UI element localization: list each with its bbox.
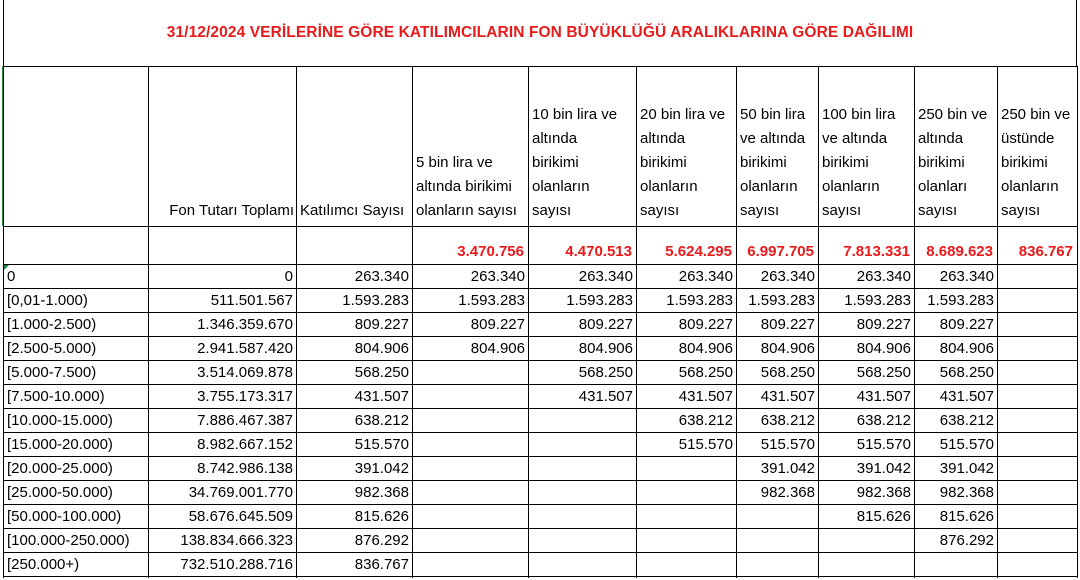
table-cell[interactable]: 804.906	[939, 340, 994, 357]
table-cell[interactable]: 568.250	[760, 364, 815, 381]
column-header[interactable]: 5 bin lira ve altında birikimi olanların sayısı	[416, 154, 517, 219]
table-cell[interactable]: 8.982.667.152	[197, 436, 293, 453]
column-header[interactable]: 100 bin lira ve altında birikimi olanların sayısı	[822, 106, 896, 219]
row-border	[3, 226, 1078, 227]
table-cell[interactable]: 982.368	[760, 484, 815, 501]
column-border	[636, 66, 637, 578]
table-cell[interactable]: 638.212	[856, 412, 911, 429]
range-label-cell[interactable]: [2.500-5.000)	[7, 340, 97, 357]
table-cell[interactable]: 138.834.666.323	[180, 532, 293, 549]
table-cell[interactable]: 982.368	[856, 484, 911, 501]
table-cell[interactable]: 638.212	[354, 412, 409, 429]
total-value[interactable]: 836.767	[1018, 243, 1073, 260]
table-cell[interactable]: 263.340	[856, 268, 911, 285]
table-cell[interactable]: 8.742.986.138	[197, 460, 293, 477]
column-border	[528, 66, 529, 578]
column-border	[148, 66, 149, 578]
table-cell[interactable]: 431.507	[578, 388, 633, 405]
table-cell[interactable]: 1.593.283	[748, 292, 815, 309]
table-cell[interactable]: 58.676.645.509	[188, 508, 293, 525]
table-cell[interactable]: 568.250	[578, 364, 633, 381]
table-cell[interactable]: 809.227	[354, 316, 409, 333]
table-cell[interactable]: 804.906	[678, 340, 733, 357]
table-cell[interactable]: 809.227	[939, 316, 994, 333]
table-cell[interactable]: 568.250	[678, 364, 733, 381]
table-cell[interactable]: 836.767	[354, 556, 409, 573]
table-cell[interactable]: 391.042	[939, 460, 994, 477]
total-value[interactable]: 5.624.295	[665, 243, 732, 260]
total-value[interactable]: 8.689.623	[926, 243, 993, 260]
table-cell[interactable]: 804.906	[470, 340, 525, 357]
table-cell[interactable]: 982.368	[354, 484, 409, 501]
column-border	[1077, 66, 1078, 578]
table-cell[interactable]: 391.042	[856, 460, 911, 477]
table-cell[interactable]: 1.593.283	[844, 292, 911, 309]
range-label-cell[interactable]: [50.000-100.000)	[7, 508, 122, 525]
table-cell[interactable]: 1.593.283	[666, 292, 733, 309]
table-cell[interactable]: 263.340	[678, 268, 733, 285]
table-cell[interactable]: 1.593.283	[566, 292, 633, 309]
table-cell[interactable]: 809.227	[678, 316, 733, 333]
column-header[interactable]: Katılımcı Sayısı	[300, 202, 405, 219]
table-cell[interactable]: 431.507	[354, 388, 409, 405]
table-cell[interactable]: 3.755.173.317	[197, 388, 293, 405]
column-header[interactable]: 50 bin lira ve altında birikimi olanların sayısı	[740, 106, 806, 219]
table-cell[interactable]: 1.593.283	[927, 292, 994, 309]
table-cell[interactable]: 809.227	[578, 316, 633, 333]
table-cell[interactable]: 391.042	[760, 460, 815, 477]
range-label-cell[interactable]: [100.000-250.000)	[7, 532, 130, 549]
table-cell[interactable]: 638.212	[678, 412, 733, 429]
column-border	[3, 66, 4, 578]
column-border	[296, 66, 297, 578]
table-cell[interactable]: 982.368	[939, 484, 994, 501]
table-cell[interactable]: 804.906	[354, 340, 409, 357]
table-cell[interactable]: 7.886.467.387	[197, 412, 293, 429]
column-border	[412, 66, 413, 578]
table-cell[interactable]: 732.510.288.716	[180, 556, 293, 573]
table-cell[interactable]: 515.570	[939, 436, 994, 453]
table-cell[interactable]: 809.227	[760, 316, 815, 333]
table-cell[interactable]: 431.507	[939, 388, 994, 405]
range-label-cell[interactable]: [7.500-10.000)	[7, 388, 105, 405]
table-cell[interactable]: 876.292	[939, 532, 994, 549]
column-header[interactable]: Fon Tutarı Toplamı	[169, 202, 294, 219]
table-cell[interactable]: 511.501.567	[210, 292, 293, 309]
column-border	[914, 66, 915, 578]
row-border	[3, 66, 1078, 67]
range-label-cell[interactable]: [20.000-25.000)	[7, 460, 113, 477]
table-cell[interactable]: 1.593.283	[342, 292, 409, 309]
table-cell[interactable]: 568.250	[856, 364, 911, 381]
total-value[interactable]: 3.470.756	[457, 243, 524, 260]
table-cell[interactable]: 809.227	[470, 316, 525, 333]
total-value[interactable]: 7.813.331	[843, 243, 910, 260]
table-cell[interactable]: 568.250	[354, 364, 409, 381]
table-cell[interactable]: 263.340	[354, 268, 409, 285]
range-label-cell[interactable]: [5.000-7.500)	[7, 364, 97, 381]
table-cell[interactable]: 263.340	[470, 268, 525, 285]
range-label-cell[interactable]: [1.000-2.500)	[7, 316, 97, 333]
table-cell[interactable]: 638.212	[939, 412, 994, 429]
table-cell[interactable]: 638.212	[760, 412, 815, 429]
table-cell[interactable]: 431.507	[678, 388, 733, 405]
page-title: 31/12/2024 VERİLERİNE GÖRE KATILIMCILARIN FON BÜYÜKLÜĞÜ ARALIKLARINA GÖRE DAĞILIMI	[166, 24, 914, 41]
column-header[interactable]: 10 bin lira ve altında birikimi olanların sayısı	[532, 106, 618, 219]
total-value[interactable]: 4.470.513	[565, 243, 632, 260]
column-header[interactable]: 250 bin ve altında birikimi olanları sayısı	[918, 106, 988, 219]
table-cell[interactable]: 0	[284, 268, 293, 285]
range-label-cell[interactable]: 0	[7, 268, 16, 285]
range-label-cell[interactable]: [15.000-20.000)	[7, 436, 113, 453]
table-cell[interactable]: 815.626	[939, 508, 994, 525]
table-cell[interactable]: 431.507	[760, 388, 815, 405]
title-cell[interactable]	[3, 0, 1077, 66]
table-cell[interactable]: 263.340	[939, 268, 994, 285]
table-cell[interactable]: 804.906	[578, 340, 633, 357]
table-cell[interactable]: 876.292	[354, 532, 409, 549]
table-cell[interactable]: 804.906	[760, 340, 815, 357]
table-cell[interactable]: 3.514.069.878	[197, 364, 293, 381]
column-border	[736, 66, 737, 578]
column-header[interactable]: 250 bin ve üstünde birikimi olanların sayısı	[1001, 106, 1071, 219]
table-cell[interactable]: 815.626	[856, 508, 911, 525]
table-cell[interactable]: 515.570	[354, 436, 409, 453]
total-value[interactable]: 6.997.705	[747, 243, 814, 260]
table-cell[interactable]: 431.507	[856, 388, 911, 405]
table-cell[interactable]: 391.042	[354, 460, 409, 477]
column-border	[997, 66, 998, 578]
table-cell[interactable]: 809.227	[856, 316, 911, 333]
table-cell[interactable]: 263.340	[578, 268, 633, 285]
column-header[interactable]: 20 bin lira ve altında birikimi olanların sayısı	[640, 106, 726, 219]
range-label-cell[interactable]: [0,01-1.000)	[7, 292, 88, 309]
table-cell[interactable]: 2.941.587.420	[197, 340, 293, 357]
table-cell[interactable]: 568.250	[939, 364, 994, 381]
range-label-cell[interactable]: [250.000+)	[7, 556, 80, 573]
table-cell[interactable]: 515.570	[678, 436, 733, 453]
range-label-cell[interactable]: [25.000-50.000)	[7, 484, 113, 501]
table-cell[interactable]: 1.593.283	[458, 292, 525, 309]
table-cell[interactable]: 34.769.001.770	[188, 484, 293, 501]
table-cell[interactable]: 815.626	[354, 508, 409, 525]
column-border	[818, 66, 819, 578]
table-cell[interactable]: 515.570	[856, 436, 911, 453]
table-cell[interactable]: 515.570	[760, 436, 815, 453]
table-cell[interactable]: 804.906	[856, 340, 911, 357]
table-cell[interactable]: 1.346.359.670	[197, 316, 293, 333]
range-label-cell[interactable]: [10.000-15.000)	[7, 412, 113, 429]
table-cell[interactable]: 263.340	[760, 268, 815, 285]
